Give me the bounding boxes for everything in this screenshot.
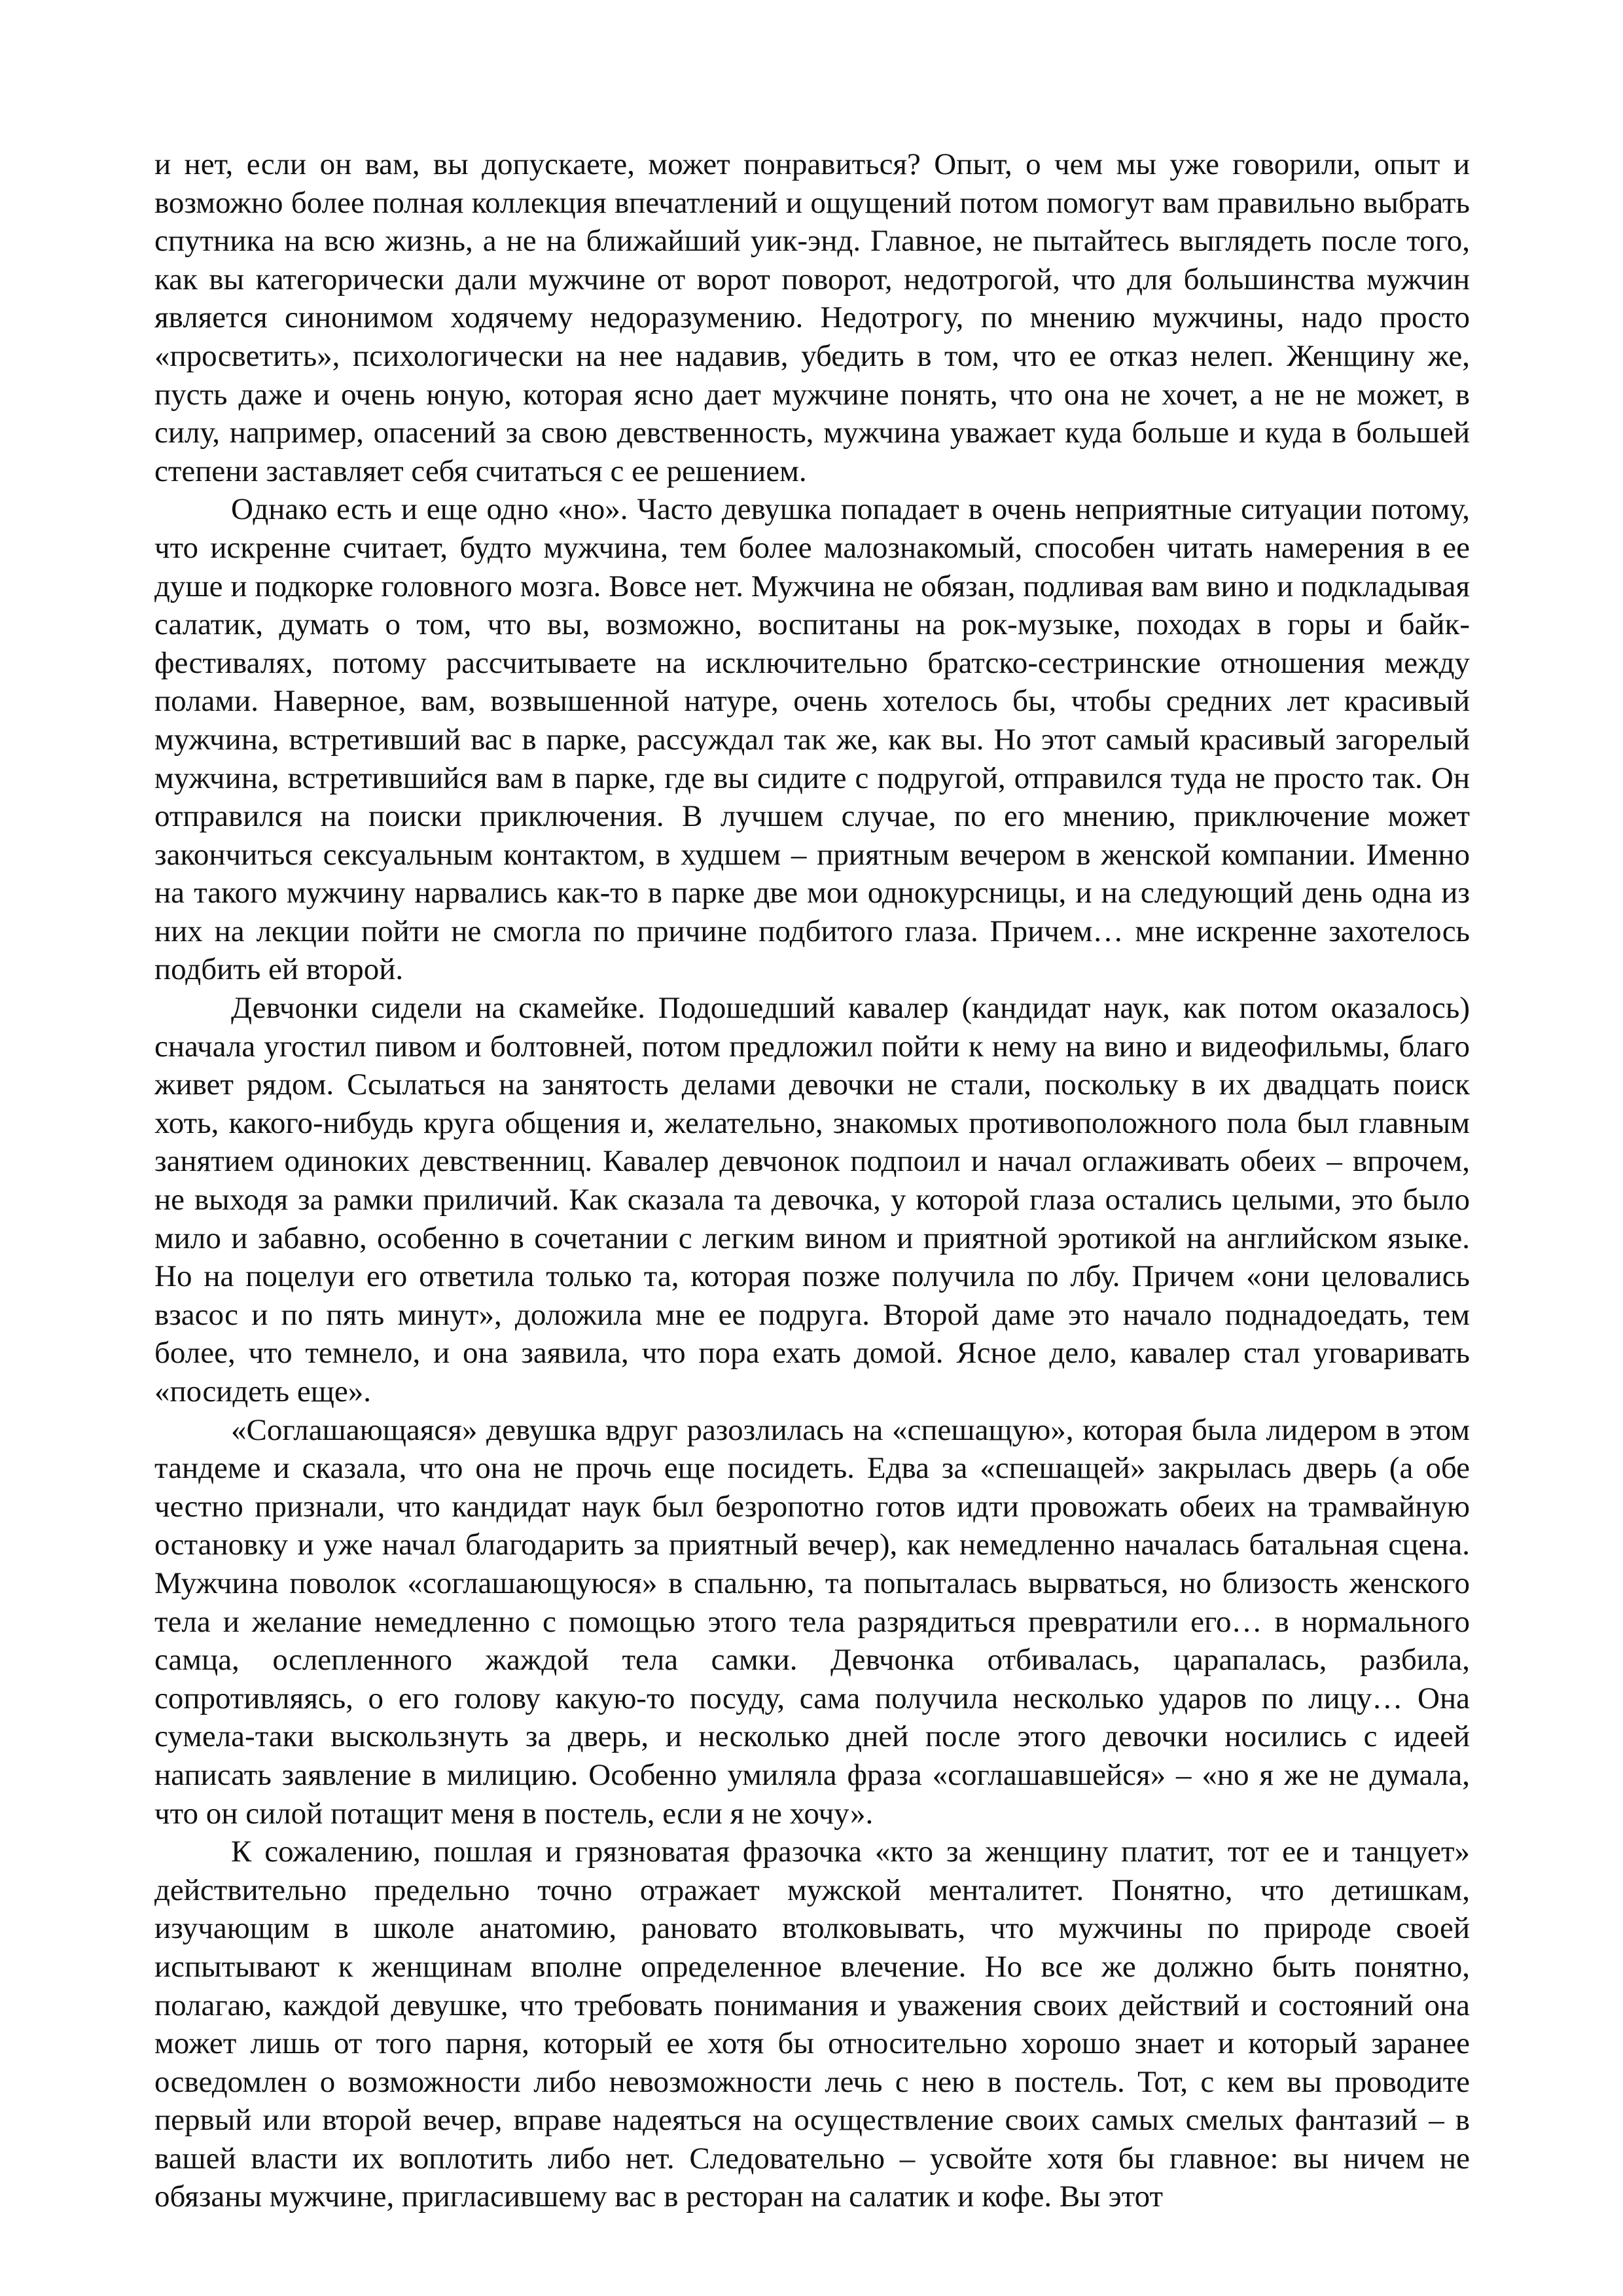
body-text — [154, 145, 1470, 2216]
paragraph-unfortunately: К сожалению, пошлая и грязноватая фразочка «кто за женщину платит, тот ее и танцует» действительно предельно точно отражает мужской менталитет. Понятно, что детишкам, изучающим в школе анатомию, рановато втолковывать, что мужчины по природе своей испытывают к женщинам вполне определенное влечение. Но все же должно быть понятно, полагаю, каждой девушке, что требовать понимания и уважения своих действий и состояний она может лишь от того парня, который ее хотя бы относительно хорошо знает и который заранее осведомлен о возможности либо невозможности лечь с нею в постель. Тот, с кем вы проводите первый или второй вечер, вправе надеяться на осуществление своих самых смелых фантазий – в вашей власти их воплотить либо нет. Следовательно – усвойте хотя бы главное: вы ничем не обязаны мужчине, пригласившему вас в ресторан на салатик и кофе. Вы этот — [154, 1835, 1470, 2214]
paragraph-continuation: и нет, если он вам, вы допускаете, может понравиться? Опыт, о чем мы уже говорили, опыт и возможно более полная коллекция впечатлений и ощущений потом помогут вам правильно выбрать спутника на всю жизнь, а не на ближайший уик-энд. Главное, не пытайтесь выглядеть после того, как вы категорически дали мужчине от ворот поворот, недотрогой, что для большинства мужчин является синонимом ходячему недоразумению. Недотрогу, по мнению мужчины, надо просто «просветить», психологически на нее надавив, убедить в том, что ее отказ нелеп. Женщину же, пусть даже и очень юную, которая ясно дает мужчине понять, что она не хочет, а не не может, в силу, например, опасений за свою девственность, мужчина уважает куда больше и куда в большей степени заставляет себя считаться с ее решением. — [154, 147, 1470, 488]
paragraph-agreeing-girl: «Соглашающаяся» девушка вдруг разозлилась на «спешащую», которая была лидером в этом тандеме и сказала, что она не прочь еще посидеть. Едва за «спешащей» закрылась дверь (а обе честно признали, что кандидат наук был безропотно готов идти провожать обеих на трамвайную остановку и уже начал благодарить за приятный вечер), как немедленно началась батальная сцена. Мужчина поволок «соглашающуюся» в спальню, та попыталась вырваться, но близость женского тела и желание немедленно с помощью этого тела разрядиться превратили его… в нормального самца, ослепленного жаждой тела самки. Девчонка отбивалась, царапалась, разбила, сопротивляясь, о его голову какую-то посуду, сама получила несколько ударов по лицу… Она сумела-таки выскользнуть за дверь, и несколько дней после этого девочки носились с идеей написать заявление в милицию. Особенно умиляла фраза «соглашавшейся» – «но я же не думала, что он силой потащит меня в постель, если я не хочу». — [154, 1412, 1470, 1831]
paragraph-girls-on-bench: Девчонки сидели на скамейке. Подошедший кавалер (кандидат наук, как потом оказалось) сначала угостил пивом и болтовней, потом предложил пойти к нему на вино и видеофильмы, благо живет рядом. Ссылаться на занятость делами девочки не стали, поскольку в их двадцать поиск хоть, какого-нибудь круга общения и, желательно, знакомых противоположного пола был главным занятием одиноких девственниц. Кавалер девчонок подпоил и начал оглаживать обеих – впрочем, не выходя за рамки приличий. Как сказала та девочка, у которой глаза остались целыми, это было мило и забавно, особенно в сочетании с легким вином и приятной эротикой на английском языке. Но на поцелуи его ответила только та, которая позже получила по лбу. Причем «они целовались взасос и по пять минут», доложила мне ее подруга. Второй даме это начало поднадоедать, тем более, что темнело, и она заявила, что пора ехать домой. Ясное дело, кавалер стал уговаривать «посидеть еще». — [154, 991, 1470, 1408]
paragraph-one-more-but: Однако есть и еще одно «но». Часто девушка попадает в очень неприятные ситуации потому, что искренне считает, будто мужчина, тем более малознакомый, способен читать намерения в ее душе и подкорке головного мозга. Вовсе нет. Мужчина не обязан, подливая вам вино и подкладывая салатик, думать о том, что вы, возможно, воспитаны на рок-музыке, походах в горы и байк-фестивалях, потому рассчитываете на исключительно братско-сестринские отношения между полами. Наверное, вам, возвышенной натуре, очень хотелось бы, чтобы средних лет красивый мужчина, встретивший вас в парке, рассуждал так же, как вы. Но этот самый красивый загорелый мужчина, встретившийся вам в парке, где вы сидите с подругой, отправился туда не просто так. Он отправился на поиски приключения. В лучшем случае, по его мнению, приключение может закончиться сексуальным контактом, в худшем – приятным вечером в женской компании. Именно на такого мужчину нарвались как-то в парке две мои однокурсницы, и на следующий день одна из них на лекции пойти не смогла по причине подбитого глаза. Причем… мне искренне захотелось подбить ей второй. — [154, 492, 1470, 987]
